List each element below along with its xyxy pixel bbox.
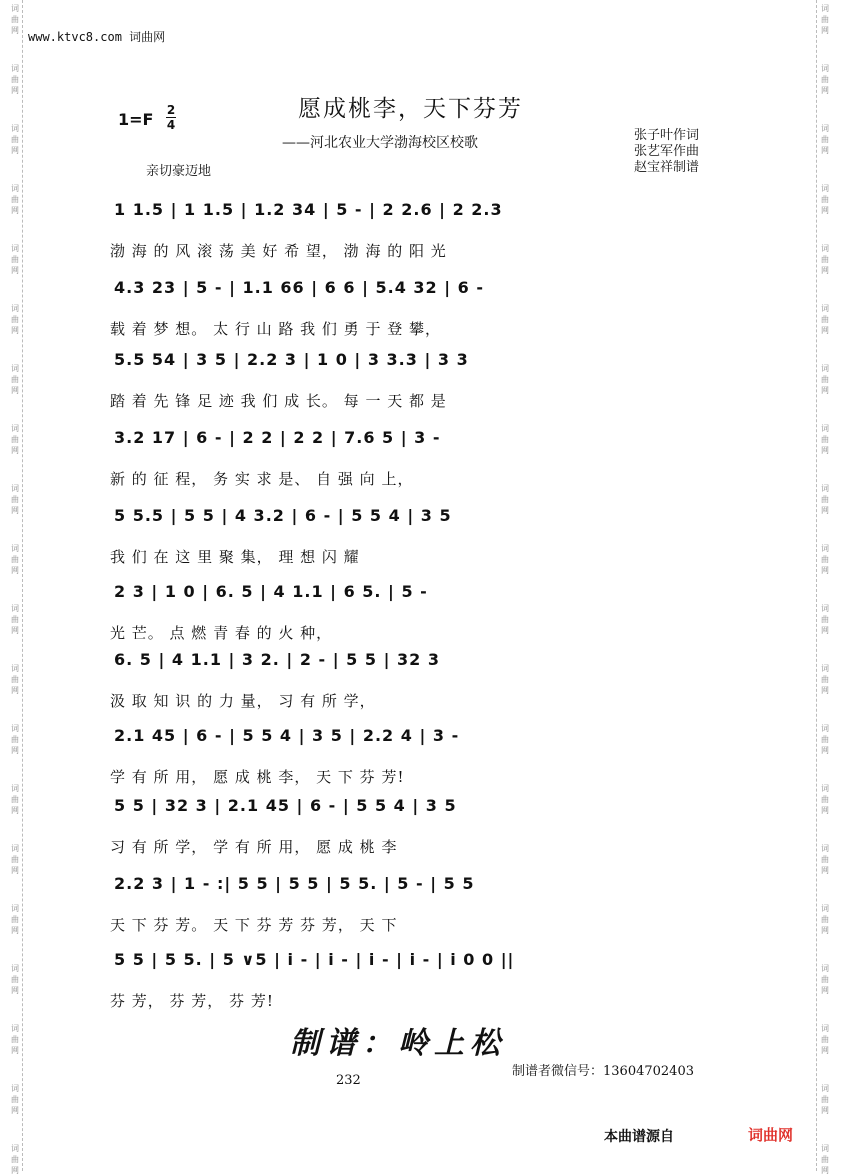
watermark-char: 网 [11,506,19,515]
watermark-char: 词 [11,544,19,553]
watermark-char: 词 [11,64,19,73]
lyrics-line: 渤 海 的 风 滚 荡 美 好 希 望， 渤 海 的 阳 光 [110,242,447,260]
watermark-char: 网 [11,386,19,395]
watermark-char: 曲 [821,75,829,84]
watermark-char: 网 [11,866,19,875]
watermark-char: 曲 [821,975,829,984]
watermark-char: 词 [821,64,829,73]
watermark-char: 网 [821,1046,829,1055]
notation-line: 4.3 23 | 5 - | 1.1 66 | 6 6 | 5.4 32 | 6 - [114,278,484,297]
watermark-char: 网 [11,1166,19,1175]
lyrics-line: 汲 取 知 识 的 力 量， 习 有 所 学， [110,692,376,710]
notation-line: 3.2 17 | 6 - | 2 2 | 2 2 | 7.6 5 | 3 - [114,428,441,447]
watermark-char: 曲 [11,1035,19,1044]
watermark-char: 曲 [821,555,829,564]
lyrics-line: 习 有 所 学， 学 有 所 用， 愿 成 桃 李 [110,838,398,856]
notation-line: 5 5 | 5 5. | 5 ∨5 | i - | i - | i - | i - | i 0 0 || [114,950,515,969]
watermark-char: 词 [821,724,829,733]
watermark-char: 词 [11,4,19,13]
watermark-char: 词 [821,904,829,913]
watermark-char: 词 [11,424,19,433]
watermark-char: 曲 [821,675,829,684]
lyrics-line: 踏 着 先 锋 足 迹 我 们 成 长。 每 一 天 都 是 [110,392,447,410]
song-subtitle: ——河北农业大学渤海校区校歌 [282,135,478,151]
watermark-char: 网 [821,1166,829,1175]
watermark-char: 网 [821,626,829,635]
watermark-char: 曲 [11,255,19,264]
watermark-char: 词 [11,844,19,853]
watermark-char: 曲 [11,195,19,204]
watermark-char: 网 [11,746,19,755]
watermark-char: 网 [11,1046,19,1055]
lyrics-line: 我 们 在 这 里 聚 集， 理 想 闪 耀 [110,548,360,566]
watermark-char: 网 [821,1106,829,1115]
credit-lyricist: 张子叶作词 [634,128,700,143]
watermark-char: 词 [11,1084,19,1093]
watermark-char: 网 [821,806,829,815]
watermark-char: 词 [821,124,829,133]
time-signature [166,104,176,131]
source-label: 本曲谱源自 [604,1129,674,1145]
watermark-char: 词 [821,664,829,673]
time-signature-top: 2 [166,103,176,117]
site-url[interactable]: www.ktvc8.com 词曲网 [28,30,166,44]
watermark-char: 曲 [821,315,829,324]
tempo-mark: 亲切豪迈地 [146,164,212,179]
watermark-char: 曲 [821,195,829,204]
notation-line: 5 5.5 | 5 5 | 4 3.2 | 6 - | 5 5 4 | 3 5 [114,506,452,525]
watermark-char: 网 [11,686,19,695]
watermark-char: 网 [821,746,829,755]
song-credits [634,128,699,176]
watermark-char: 词 [821,1084,829,1093]
watermark-char: 网 [11,326,19,335]
watermark-char: 词 [11,964,19,973]
credit-composer: 张艺军作曲 [634,144,700,159]
watermark-char: 曲 [11,795,19,804]
watermark-char: 网 [821,566,829,575]
watermark-char: 词 [11,364,19,373]
watermark-char: 曲 [11,75,19,84]
watermark-char: 网 [821,986,829,995]
watermark-char: 曲 [11,375,19,384]
watermark-char: 词 [11,604,19,613]
lyrics-line: 光 芒。 点 燃 青 春 的 火 种， [110,624,333,642]
lyrics-line: 芬 芳， 芬 芳， 芬 芳! [110,992,274,1010]
watermark-char: 网 [11,206,19,215]
credit-arranger: 赵宝祥制谱 [634,160,700,175]
notation-line: 5.5 54 | 3 5 | 2.2 3 | 1 0 | 3 3.3 | 3 3 [114,350,469,369]
watermark-char: 词 [821,964,829,973]
watermark-char: 网 [11,446,19,455]
watermark-char: 曲 [821,1035,829,1044]
watermark-char: 词 [821,544,829,553]
watermark-char: 网 [11,146,19,155]
watermark-char: 网 [821,146,829,155]
page-number: 232 [336,1073,361,1088]
watermark-char: 曲 [821,495,829,504]
wechat-contact: 制谱者微信号：13604702403 [512,1064,694,1079]
notation-line: 5 5 | 32 3 | 2.1 45 | 6 - | 5 5 4 | 3 5 [114,796,457,815]
watermark-char: 曲 [11,135,19,144]
watermark-char: 网 [821,86,829,95]
watermark-char: 曲 [11,675,19,684]
watermark-char: 词 [821,1024,829,1033]
watermark-char: 曲 [11,855,19,864]
notation-line: 6. 5 | 4 1.1 | 3 2. | 2 - | 5 5 | 32 3 [114,650,440,669]
watermark-char: 网 [11,86,19,95]
watermark-char: 曲 [11,315,19,324]
watermark-char: 曲 [821,135,829,144]
watermark-char: 词 [11,664,19,673]
key-signature: 1=F [118,110,154,129]
watermark-char: 词 [821,304,829,313]
time-signature-bottom: 4 [166,118,176,132]
notation-line: 2.2 3 | 1 - :| 5 5 | 5 5 | 5 5. | 5 - | 5 5 [114,874,475,893]
watermark-char: 词 [821,244,829,253]
watermark-char: 词 [821,424,829,433]
lyrics-line: 天 下 芬 芳。 天 下 芬 芳 芬 芳， 天 下 [110,916,398,934]
watermark-char: 曲 [11,1095,19,1104]
watermark-char: 曲 [11,495,19,504]
watermark-char: 曲 [821,735,829,744]
watermark-char: 曲 [11,735,19,744]
watermark-char: 词 [821,604,829,613]
watermark-char: 曲 [11,915,19,924]
watermark-char: 词 [821,784,829,793]
watermark-char: 网 [821,866,829,875]
watermark-char: 网 [11,626,19,635]
watermark-char: 网 [11,26,19,35]
watermark-char: 网 [821,26,829,35]
lyrics-line: 新 的 征 程， 务 实 求 是、 自 强 向 上， [110,470,414,488]
watermark-char: 词 [11,184,19,193]
watermark-char: 网 [11,266,19,275]
watermark-char: 网 [821,686,829,695]
watermark-char: 曲 [821,915,829,924]
watermark-char: 词 [11,124,19,133]
watermark-char: 词 [821,484,829,493]
watermark-char: 词 [11,784,19,793]
watermark-char: 词 [11,1024,19,1033]
watermark-char: 网 [11,986,19,995]
watermark-char: 网 [821,266,829,275]
watermark-char: 词 [11,244,19,253]
watermark-char: 网 [11,566,19,575]
watermark-char: 网 [11,1106,19,1115]
watermark-char: 曲 [11,615,19,624]
watermark-char: 词 [821,4,829,13]
watermark-char: 曲 [11,555,19,564]
watermark-char: 词 [821,1144,829,1153]
watermark-char: 曲 [821,255,829,264]
watermark-char: 词 [821,184,829,193]
watermark-char: 曲 [11,1155,19,1164]
watermark-char: 曲 [821,1155,829,1164]
watermark-char: 网 [11,806,19,815]
watermark-char: 词 [11,1144,19,1153]
source-brand[interactable]: 词曲网 [748,1126,794,1144]
watermark-char: 曲 [11,975,19,984]
watermark-char: 词 [821,844,829,853]
watermark-char: 网 [821,446,829,455]
watermark-char: 曲 [821,1095,829,1104]
watermark-char: 曲 [821,615,829,624]
watermark-char: 词 [11,304,19,313]
lyrics-line: 载 着 梦 想。 太 行 山 路 我 们 勇 于 登 攀， [110,320,441,338]
lyrics-line: 学 有 所 用， 愿 成 桃 李， 天 下 芬 芳! [110,768,405,786]
song-title: 愿成桃李，天下芬芳 [298,96,523,122]
watermark-char: 网 [11,926,19,935]
watermark-char: 曲 [11,15,19,24]
watermark-char: 词 [821,364,829,373]
watermark-char: 网 [821,326,829,335]
watermark-char: 曲 [821,795,829,804]
watermark-char: 曲 [821,375,829,384]
watermark-char: 网 [821,386,829,395]
watermark-char: 网 [821,506,829,515]
watermark-char: 曲 [11,435,19,444]
watermark-char: 曲 [821,855,829,864]
footer-signature: 制谱：岭上松 [290,1026,506,1061]
notation-line: 2 3 | 1 0 | 6. 5 | 4 1.1 | 6 5. | 5 - [114,582,428,601]
watermark-char: 词 [11,724,19,733]
notation-line: 2.1 45 | 6 - | 5 5 4 | 3 5 | 2.2 4 | 3 - [114,726,460,745]
notation-line: 1 1.5 | 1 1.5 | 1.2 34 | 5 - | 2 2.6 | 2 2.3 [114,200,503,219]
watermark-char: 网 [821,926,829,935]
watermark-char: 曲 [821,15,829,24]
watermark-char: 词 [11,904,19,913]
watermark-char: 词 [11,484,19,493]
watermark-char: 网 [821,206,829,215]
watermark-char: 曲 [821,435,829,444]
